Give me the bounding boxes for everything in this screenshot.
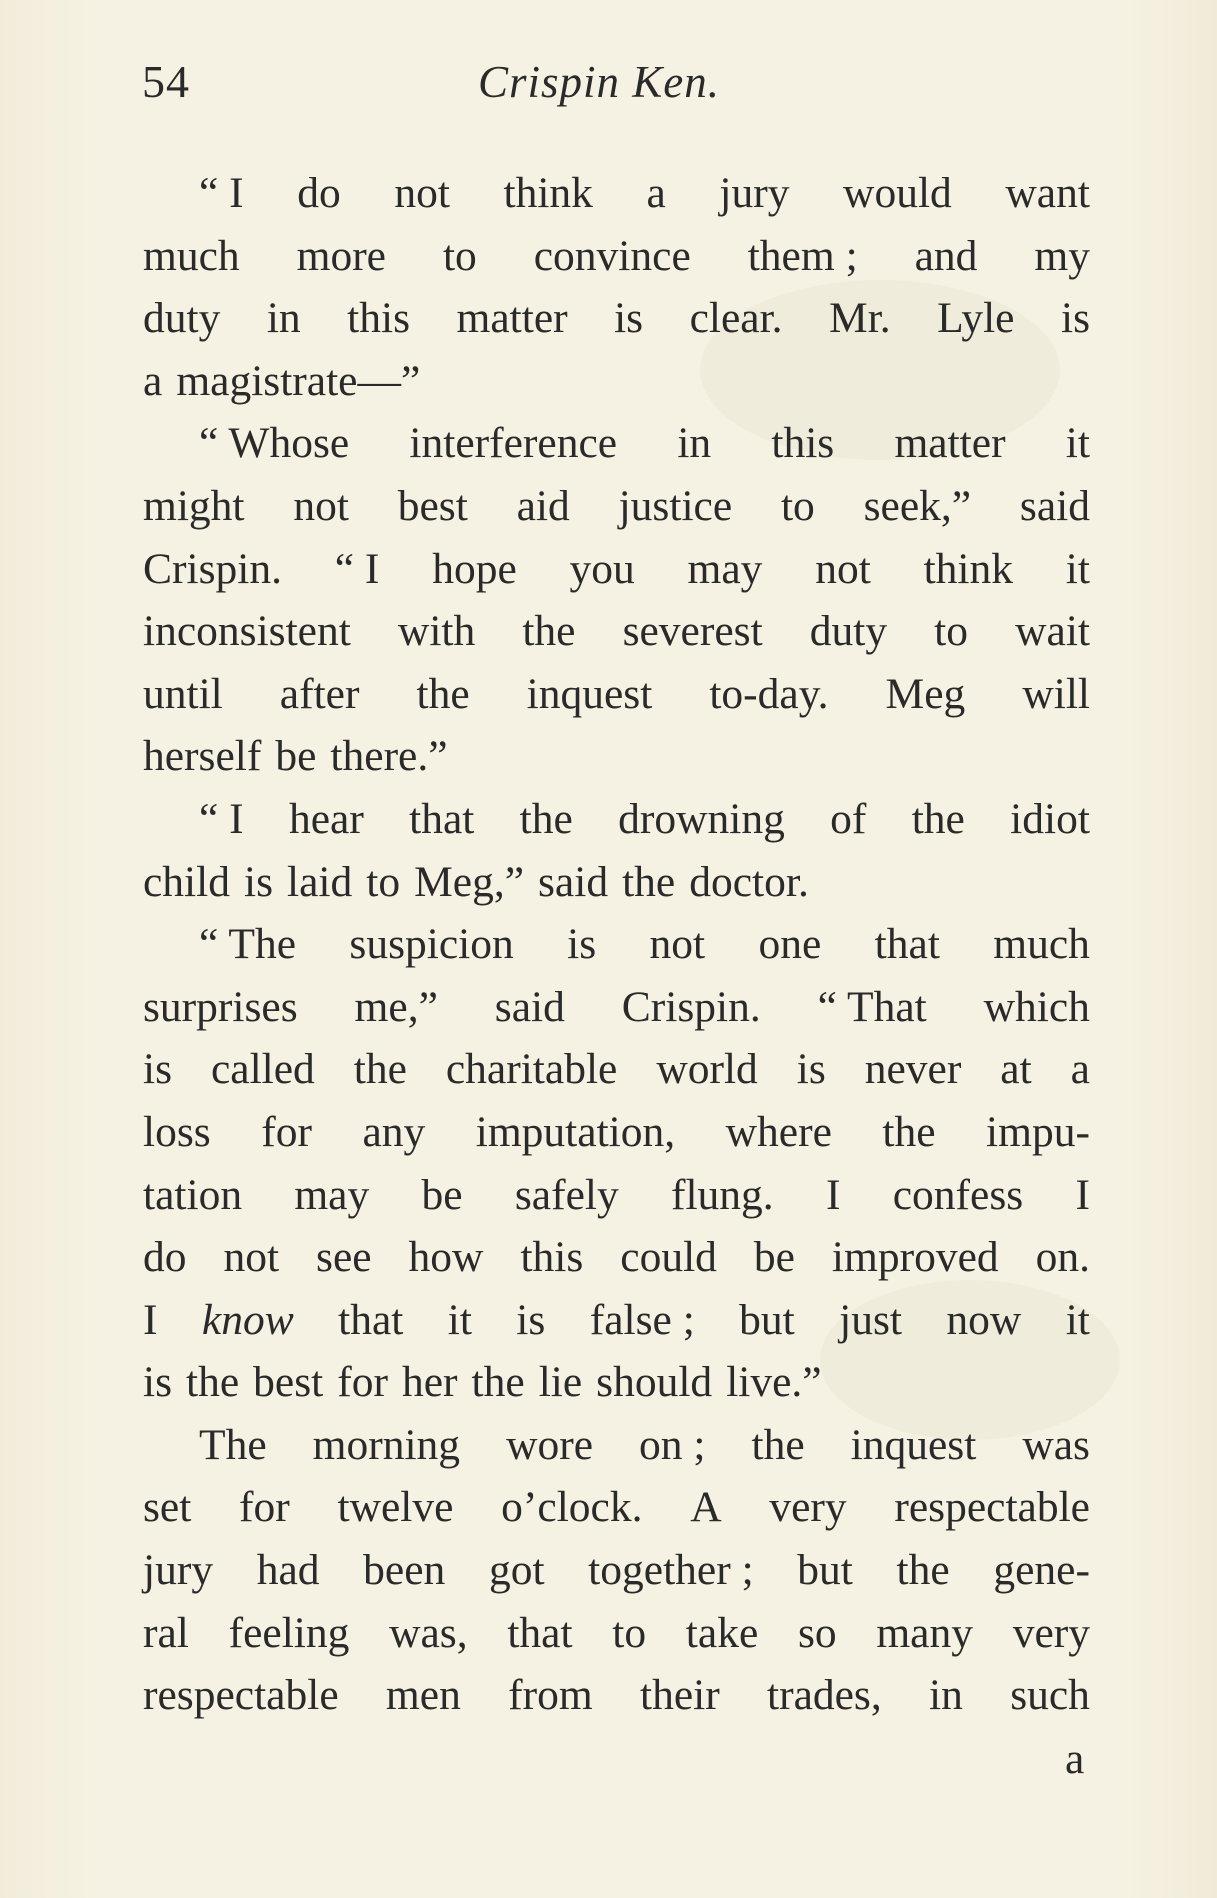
word: ral bbox=[143, 1608, 189, 1657]
word: very bbox=[1012, 1608, 1090, 1657]
word: not bbox=[293, 481, 349, 530]
word: be bbox=[275, 732, 317, 781]
word: safely bbox=[514, 1170, 619, 1219]
word: is bbox=[243, 857, 273, 906]
word: see bbox=[316, 1233, 372, 1282]
word: severest bbox=[622, 607, 763, 656]
text-line bbox=[143, 1226, 1090, 1289]
word: is bbox=[567, 920, 597, 969]
word: this bbox=[520, 1233, 584, 1282]
word: got bbox=[488, 1546, 545, 1595]
text-line bbox=[143, 1539, 1090, 1602]
word: the bbox=[751, 1420, 805, 1469]
word: the bbox=[911, 794, 965, 843]
word: it bbox=[1065, 419, 1090, 468]
word: morning bbox=[312, 1420, 461, 1469]
text-line bbox=[143, 1101, 1090, 1164]
word: just bbox=[839, 1295, 903, 1344]
word: on. bbox=[1035, 1233, 1090, 1282]
word: “ I bbox=[334, 544, 380, 593]
word: their bbox=[639, 1671, 720, 1720]
word: could bbox=[620, 1233, 717, 1282]
word: never bbox=[864, 1045, 962, 1094]
word: world bbox=[656, 1045, 758, 1094]
text-line bbox=[143, 1476, 1090, 1539]
word: think bbox=[923, 544, 1013, 593]
word: jury bbox=[719, 169, 790, 217]
word: may bbox=[294, 1170, 370, 1219]
word: it bbox=[1065, 1295, 1090, 1344]
word: loss bbox=[143, 1107, 211, 1156]
word: inquest bbox=[850, 1420, 977, 1469]
word: is bbox=[1060, 294, 1090, 343]
word: “ Whose bbox=[199, 419, 350, 468]
word: idiot bbox=[1010, 794, 1090, 843]
word: but bbox=[797, 1546, 853, 1595]
word: this bbox=[771, 419, 835, 468]
word: not bbox=[649, 920, 706, 969]
word: wait bbox=[1015, 607, 1090, 656]
word: but bbox=[739, 1295, 795, 1344]
word: do bbox=[297, 169, 341, 217]
running-title: Crispin Ken. bbox=[478, 57, 721, 107]
word: it bbox=[1065, 544, 1090, 593]
word: much bbox=[143, 231, 240, 280]
word: where bbox=[725, 1107, 832, 1156]
word: the bbox=[522, 607, 576, 656]
word: Meg,” bbox=[414, 857, 524, 906]
word: know bbox=[201, 1295, 294, 1344]
word: justice bbox=[618, 481, 733, 530]
word: and bbox=[914, 231, 978, 280]
word: the bbox=[896, 1546, 950, 1595]
word: be bbox=[421, 1170, 463, 1219]
word: false ; bbox=[589, 1295, 695, 1344]
word: that bbox=[338, 1295, 404, 1344]
word: you bbox=[569, 544, 635, 593]
word: inquest bbox=[526, 669, 653, 718]
word: Crispin. bbox=[143, 544, 282, 593]
word: doctor. bbox=[689, 857, 809, 906]
word: matter bbox=[894, 419, 1006, 468]
word: much bbox=[993, 920, 1090, 969]
word: me,” bbox=[354, 982, 438, 1031]
word: at bbox=[1000, 1045, 1032, 1094]
word: magistrate—” bbox=[176, 356, 421, 405]
word: child bbox=[143, 857, 230, 906]
word: for bbox=[337, 1358, 388, 1407]
word: been bbox=[363, 1546, 446, 1595]
word: want bbox=[1005, 169, 1090, 217]
word: that bbox=[409, 794, 475, 843]
word: for bbox=[239, 1483, 290, 1532]
word: best bbox=[253, 1358, 324, 1407]
word: o’clock. bbox=[501, 1483, 643, 1532]
word: take bbox=[685, 1608, 759, 1657]
word: in bbox=[677, 419, 712, 468]
word: to bbox=[442, 231, 477, 280]
word: called bbox=[210, 1045, 315, 1094]
word: lie bbox=[538, 1358, 583, 1407]
text-line bbox=[143, 475, 1090, 538]
word: will bbox=[1022, 669, 1090, 718]
text-line bbox=[143, 412, 1090, 475]
text-line bbox=[143, 1664, 1090, 1727]
text-line bbox=[143, 287, 1090, 350]
word: hear bbox=[288, 794, 364, 843]
word: is bbox=[143, 1045, 173, 1094]
word: was, bbox=[389, 1608, 468, 1657]
word: the bbox=[519, 794, 573, 843]
word: the bbox=[882, 1107, 936, 1156]
word: wore bbox=[506, 1420, 594, 1469]
word: to-day. bbox=[709, 669, 829, 718]
word: respectable bbox=[894, 1483, 1090, 1532]
word: clear. bbox=[689, 294, 783, 343]
word: interference bbox=[409, 419, 618, 468]
word: more bbox=[296, 231, 386, 280]
word: I bbox=[143, 1295, 158, 1344]
word: drowning bbox=[618, 794, 785, 843]
word: for bbox=[261, 1107, 312, 1156]
word: them ; bbox=[747, 231, 858, 280]
word: many bbox=[876, 1608, 973, 1657]
word: impu- bbox=[986, 1107, 1090, 1156]
word: confess bbox=[892, 1170, 1024, 1219]
word: hope bbox=[432, 544, 517, 593]
word: is bbox=[796, 1045, 826, 1094]
word: aid bbox=[516, 481, 570, 530]
word: charitable bbox=[445, 1045, 618, 1094]
word: men bbox=[385, 1671, 461, 1720]
word: a bbox=[1070, 1045, 1090, 1094]
text-line bbox=[143, 1289, 1090, 1352]
word: so bbox=[797, 1608, 837, 1657]
word: do bbox=[143, 1233, 187, 1282]
word: not bbox=[394, 169, 450, 217]
word: I bbox=[1075, 1170, 1090, 1219]
word: such bbox=[1010, 1671, 1090, 1720]
word: might bbox=[143, 481, 245, 530]
word: now bbox=[946, 1295, 1022, 1344]
word: surprises bbox=[143, 982, 298, 1031]
word: best bbox=[397, 481, 468, 530]
word: which bbox=[983, 982, 1090, 1031]
word: after bbox=[279, 669, 360, 718]
word: to bbox=[780, 481, 815, 530]
word: inconsistent bbox=[143, 607, 351, 656]
word: a bbox=[143, 356, 163, 405]
word: trades, bbox=[767, 1671, 882, 1720]
text-line bbox=[143, 976, 1090, 1039]
word: that bbox=[507, 1608, 573, 1657]
word: said bbox=[494, 982, 565, 1031]
word: improved bbox=[831, 1233, 999, 1282]
word: the bbox=[622, 857, 676, 906]
word: jury bbox=[143, 1546, 214, 1595]
word: set bbox=[143, 1483, 192, 1532]
word: The bbox=[199, 1420, 267, 1469]
word: one bbox=[758, 920, 822, 969]
word: would bbox=[843, 169, 952, 217]
word: in bbox=[929, 1671, 963, 1720]
word: until bbox=[143, 669, 223, 718]
word: it bbox=[447, 1295, 472, 1344]
word: A bbox=[690, 1483, 722, 1532]
text-line bbox=[143, 350, 1090, 413]
word: matter bbox=[456, 294, 568, 343]
text-line bbox=[143, 225, 1090, 288]
word: her bbox=[401, 1358, 458, 1407]
text-line bbox=[143, 913, 1090, 976]
text-line bbox=[143, 1164, 1090, 1227]
word: how bbox=[408, 1233, 484, 1282]
word: is bbox=[516, 1295, 546, 1344]
word: convince bbox=[533, 231, 691, 280]
word: gene- bbox=[993, 1546, 1090, 1595]
word: flung. bbox=[670, 1170, 774, 1219]
word: a bbox=[646, 169, 666, 217]
word: imputation, bbox=[475, 1107, 676, 1156]
word: together ; bbox=[588, 1546, 754, 1595]
word: very bbox=[769, 1483, 847, 1532]
word: said bbox=[1019, 481, 1090, 530]
word: is bbox=[614, 294, 644, 343]
word: is bbox=[143, 1358, 173, 1407]
word: duty bbox=[809, 607, 888, 656]
word: Lyle bbox=[937, 294, 1015, 343]
word: had bbox=[256, 1546, 320, 1595]
text-line bbox=[143, 1414, 1090, 1477]
word: twelve bbox=[337, 1483, 454, 1532]
running-head bbox=[142, 52, 1089, 112]
word: may bbox=[687, 544, 763, 593]
word: any bbox=[362, 1107, 426, 1156]
word: not bbox=[815, 544, 871, 593]
text-line bbox=[143, 538, 1090, 601]
word: Crispin. bbox=[621, 982, 761, 1031]
word: laid bbox=[287, 857, 353, 906]
word: of bbox=[830, 794, 867, 843]
page-number: 54 bbox=[142, 56, 190, 107]
text-line bbox=[143, 1602, 1090, 1665]
word: herself bbox=[143, 732, 262, 781]
word: duty bbox=[143, 294, 221, 343]
word: Mr. bbox=[829, 294, 891, 343]
text-line bbox=[143, 600, 1090, 663]
text-line bbox=[143, 1351, 1090, 1414]
word: with bbox=[397, 607, 476, 656]
text-line bbox=[143, 1038, 1090, 1101]
word: “ That bbox=[817, 982, 927, 1031]
word: to bbox=[366, 857, 401, 906]
word: feeling bbox=[228, 1608, 350, 1657]
word: said bbox=[538, 857, 609, 906]
word: the bbox=[471, 1358, 525, 1407]
word: “ I bbox=[199, 169, 244, 217]
body-text bbox=[143, 162, 1090, 1727]
word: should bbox=[596, 1358, 713, 1407]
word: the bbox=[353, 1045, 407, 1094]
word: Meg bbox=[885, 669, 966, 718]
word: suspicion bbox=[349, 920, 514, 969]
word: respectable bbox=[143, 1671, 339, 1720]
word: on ; bbox=[639, 1420, 706, 1469]
word: the bbox=[186, 1358, 240, 1407]
word: think bbox=[503, 169, 593, 217]
word: that bbox=[874, 920, 940, 969]
word: tation bbox=[143, 1170, 243, 1219]
word: was bbox=[1022, 1420, 1090, 1469]
word: my bbox=[1034, 231, 1090, 280]
word: from bbox=[508, 1671, 593, 1720]
word: “ The bbox=[199, 920, 297, 969]
text-line bbox=[143, 851, 1090, 914]
word: there.” bbox=[330, 732, 448, 781]
text-line bbox=[143, 162, 1090, 225]
word: be bbox=[753, 1233, 795, 1282]
word: the bbox=[416, 669, 470, 718]
word: this bbox=[347, 294, 411, 343]
word: to bbox=[934, 607, 969, 656]
text-line bbox=[143, 725, 1090, 788]
word: not bbox=[223, 1233, 280, 1282]
text-line bbox=[143, 788, 1090, 851]
word: I bbox=[825, 1170, 841, 1219]
word: seek,” bbox=[863, 481, 972, 530]
word: in bbox=[266, 294, 301, 343]
word: live.” bbox=[726, 1358, 822, 1407]
word: to bbox=[612, 1608, 647, 1657]
catchword: a bbox=[1065, 1735, 1085, 1783]
text-line bbox=[143, 663, 1090, 726]
word: “ I bbox=[199, 794, 244, 843]
